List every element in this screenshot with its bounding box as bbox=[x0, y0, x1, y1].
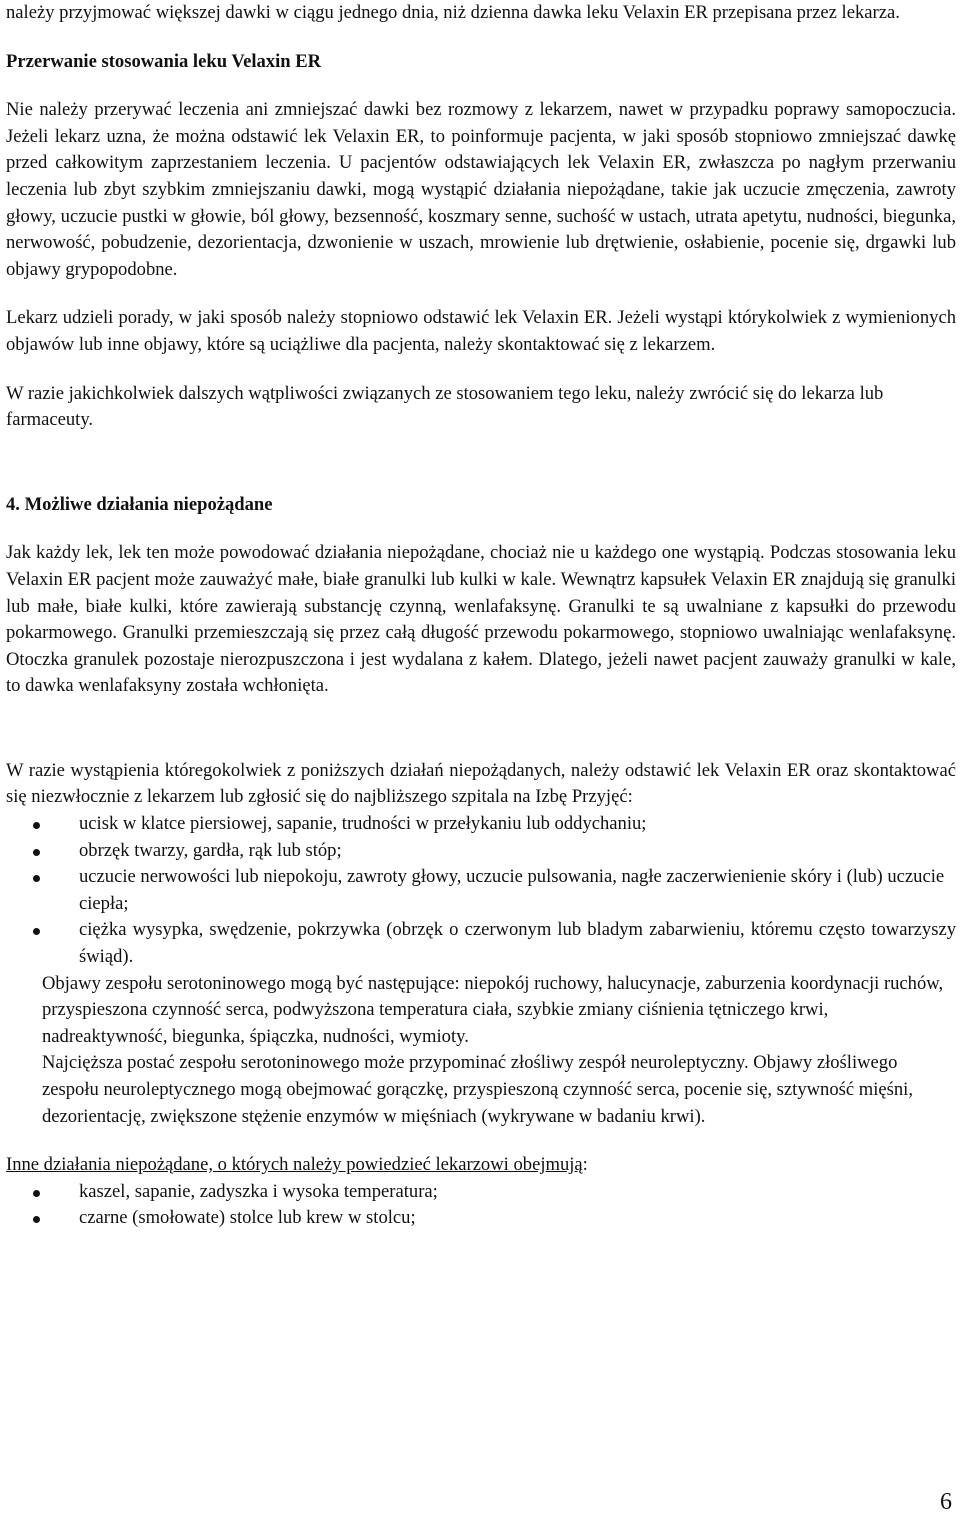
bullet-icon bbox=[33, 1190, 40, 1197]
document-page bbox=[6, 0, 956, 1232]
page-number: 6 bbox=[940, 1489, 952, 1515]
doctor-advice-paragraph: Lekarz udzieli porady, w jaki sposób należy stopniowo odstawić lek Velaxin ER. Jeżeli wystąpi którykolwiek z wymienionych objawów lub inne objawy, które są uciążliwe dla pacjenta, należy skontaktować się z lekarzem. bbox=[6, 307, 956, 355]
stop-treatment-heading: Przerwanie stosowania leku Velaxin ER bbox=[6, 50, 322, 72]
bullet-icon bbox=[33, 928, 40, 935]
side-effects-paragraph: Jak każdy lek, lek ten może powodować działania niepożądane, chociaż nie u każdego one wystąpią. Podczas stosowania leku Velaxin ER pacjent może zauważyć małe, białe granulki lub kulki w kale. Wewnątrz kapsułek Velaxin ER znajdują się granulki lub małe, białe kulki, które zawierają substancję czynną, wenlafaksynę. Granulki te są uwalniane z kapsułki do przewodu pokarmowego. Granulki przemieszczają się przez całą długość przewodu pokarmowego, stopniowo uwalniając wenlafaksynę. Otoczka granulek pozostaje nierozpuszczona i jest wydalana z kałem. Dlatego, jeżeli nawet pacjent zauważy granulki w kale, to dawka wenlafaksyny została wchłonięta. bbox=[6, 542, 956, 697]
list-item: uczucie nerwowości lub niepokoju, zawroty głowy, uczucie pulsowania, nagłe zaczerwienienie skóry i (lub) uczucie ciepła; bbox=[6, 864, 956, 917]
urgent-symptoms-list bbox=[6, 811, 956, 971]
serotonin-syndrome-paragraph: Objawy zespołu serotoninowego mogą być następujące: niepokój ruchowy, halucynacje, zaburzenia koordynacji ruchów, przyspieszona czynność serca, podwyższona temperatura ciała, szybkie zmiany ciśnienia tętniczego krwi, nadreaktywność, biegunka, śpiączka, nudności, wymioty. bbox=[42, 972, 944, 1047]
bullet-icon bbox=[33, 822, 40, 829]
bullet-icon bbox=[33, 875, 40, 882]
list-item: ucisk w klatce piersiowej, sapanie, trudności w przełykaniu lub oddychaniu; bbox=[6, 811, 956, 838]
doubts-paragraph: W razie jakichkolwiek dalszych wątpliwości związanych ze stosowaniem tego leku, należy zwrócić się do lekarza lub farmaceuty. bbox=[6, 382, 884, 431]
section-4-heading: 4. Możliwe działania niepożądane bbox=[6, 493, 273, 515]
urgent-paragraph: W razie wystąpienia któregokolwiek z poniższych działań niepożądanych, należy odstawić lek Velaxin ER oraz skontaktować się niezwłocznie z lekarzem lub zgłosić się do najbliższego szpitala na Izbę Przyjęć: bbox=[6, 759, 956, 808]
list-item: obrzęk twarzy, gardła, rąk lub stóp; bbox=[6, 838, 956, 865]
list-item: czarne (smołowate) stolce lub krew w stolcu; bbox=[6, 1205, 956, 1232]
bullet-icon bbox=[33, 1216, 40, 1223]
list-item: kaszel, sapanie, zadyszka i wysoka temperatura; bbox=[6, 1179, 956, 1206]
intro-paragraph: należy przyjmować większej dawki w ciągu jednego dnia, niż dzienna dawka leku Velaxin ER przepisana przez lekarza. bbox=[6, 2, 900, 23]
neuroleptic-syndrome-paragraph: Najcięższa postać zespołu serotoninowego może przypominać złośliwy zespół neuroleptyczny. Objawy złośliwego zespołu neuroleptycznego mogą obejmować gorączkę, przyspieszoną czynność serca, pocenie się, sztywność mięśni, dezorientację, zwiększone stężenie enzymów w mięśniach (wykrywane w badaniu krwi). bbox=[42, 1052, 914, 1127]
other-effects-list bbox=[6, 1179, 956, 1232]
other-effects-heading: Inne działania niepożądane, o których należy powiedzieć lekarzowi obejmują: bbox=[6, 1154, 588, 1176]
list-item: ciężka wysypka, swędzenie, pokrzywka (obrzęk o czerwonym lub bladym zabarwieniu, któremu często towarzyszy świąd). bbox=[6, 917, 956, 970]
stop-treatment-paragraph: Nie należy przerywać leczenia ani zmniejszać dawki bez rozmowy z lekarzem, nawet w przypadku poprawy samopoczucia. Jeżeli lekarz uzna, że można odstawić lek Velaxin ER, to poinformuje pacjenta, w jaki sposób stopniowo zmniejszać dawkę przed całkowitym zaprzestaniem leczenia. U pacjentów odstawiających lek Velaxin ER, zwłaszcza po nagłym przerwaniu leczenia lub zbyt szybkim zmniejszaniu dawki, mogą wystąpić działania niepożądane, takie jak uczucie zmęczenia, zawroty głowy, uczucie pustki w głowie, ból głowy, bezsenność, koszmary senne, suchość w ustach, utrata apetytu, nudności, biegunka, nerwowość, pobudzenie, dezorientacja, dzwonienie w uszach, mrowienie lub drętwienie, osłabienie, pocenie się, drgawki lub objawy grypopodobne. bbox=[6, 99, 956, 280]
bullet-icon bbox=[33, 849, 40, 856]
